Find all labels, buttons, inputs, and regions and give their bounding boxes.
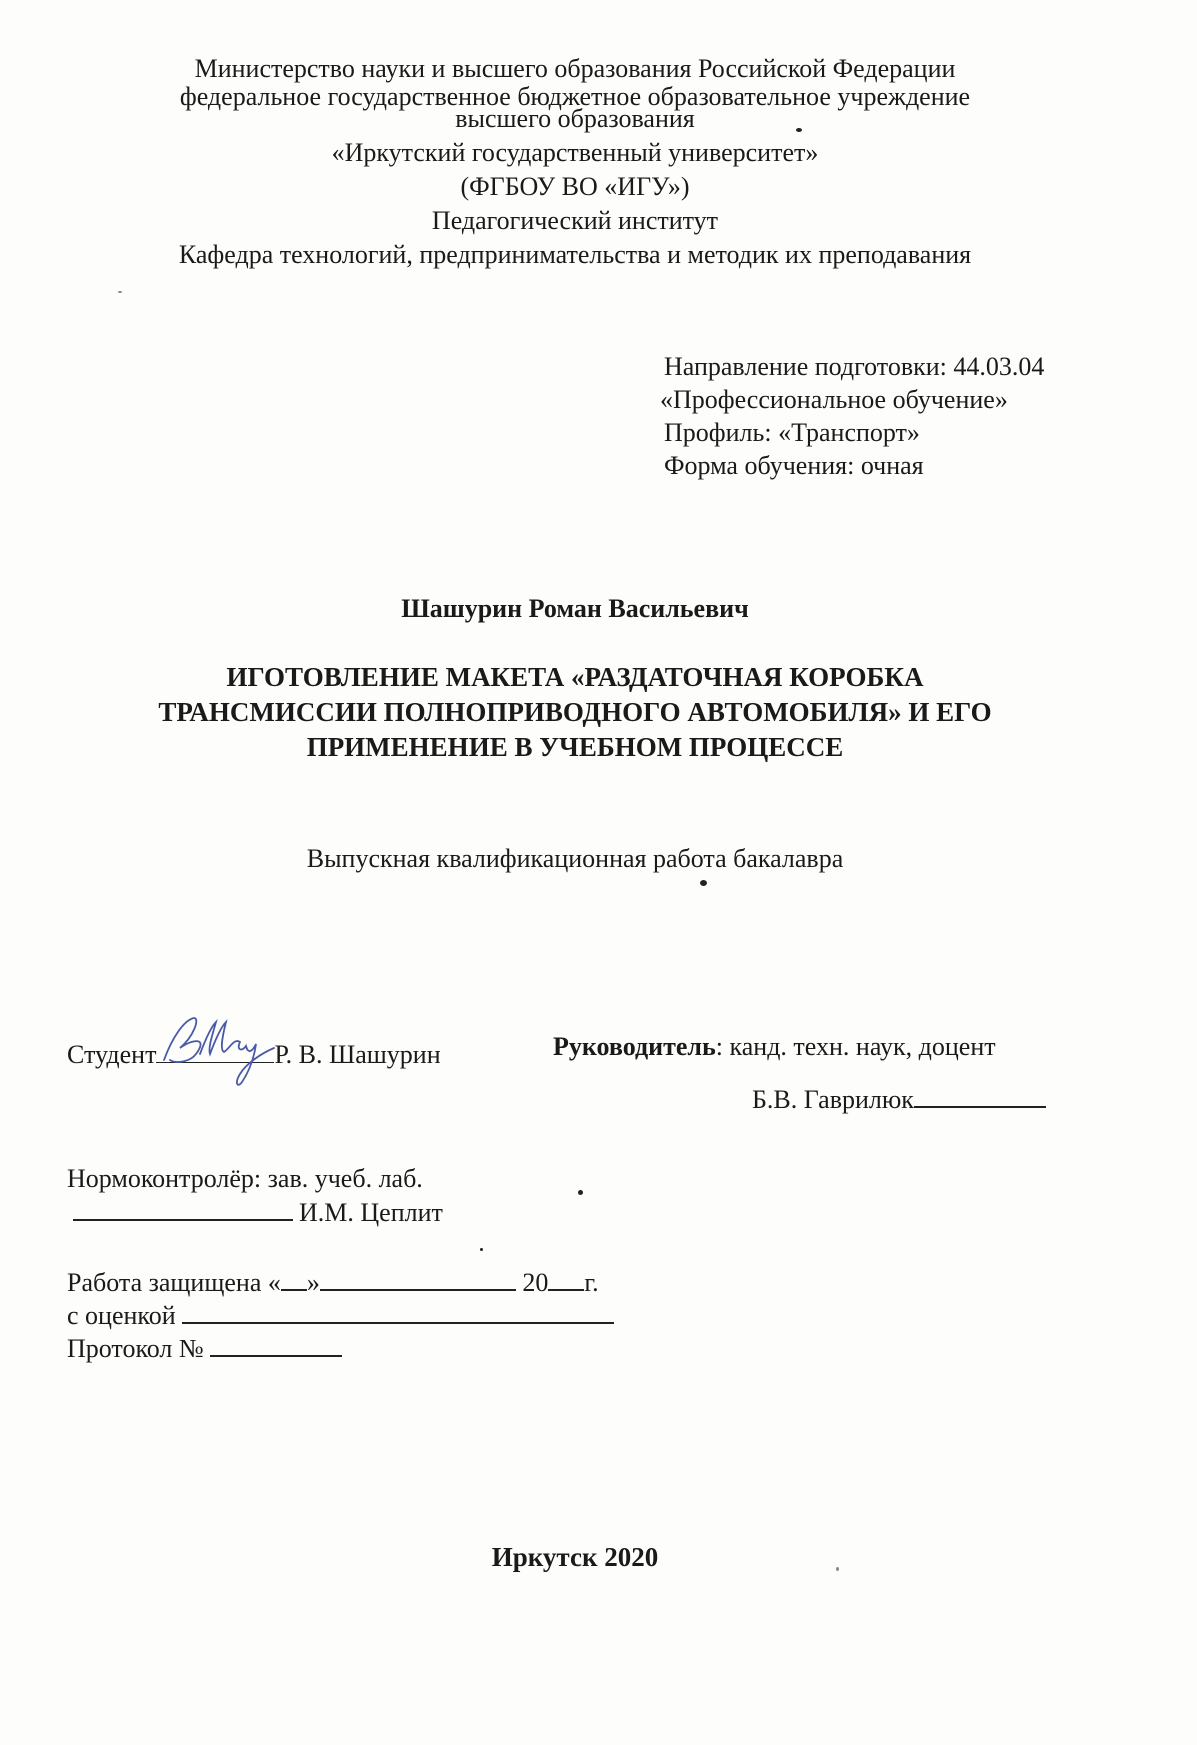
normocontrol-signature-line bbox=[67, 1196, 443, 1230]
defense-month-blank bbox=[320, 1267, 516, 1291]
scan-speck bbox=[836, 1567, 839, 1571]
student-name: Р. В. Шашурин bbox=[274, 1040, 441, 1069]
thesis-title bbox=[0, 660, 1150, 765]
supervisor-position: : канд. техн. наук, доцент bbox=[715, 1032, 996, 1061]
student-signature-line bbox=[67, 1032, 441, 1070]
direction-name: «Профессиональное обучение» bbox=[660, 385, 1008, 414]
defense-grade-label: с оценкой bbox=[67, 1301, 176, 1330]
defense-grade-blank bbox=[182, 1300, 614, 1324]
university-abbrev: (ФГБОУ ВО «ИГУ») bbox=[460, 172, 690, 201]
normocontrol-label: Нормоконтролёр: зав. учеб. лаб. bbox=[67, 1164, 423, 1193]
supervisor-line bbox=[553, 1032, 996, 1062]
defense-date-mid: » bbox=[306, 1268, 320, 1297]
scan-speck bbox=[578, 1190, 583, 1195]
institution-type-line: федеральное государственное бюджетное образовательное учреждение bbox=[179, 82, 971, 111]
normocontrol-signature-blank bbox=[73, 1197, 293, 1221]
thesis-title-line: ПРИМЕНЕНИЕ В УЧЕБНОМ ПРОЦЕССЕ bbox=[306, 732, 844, 762]
supervisor-label: Руководитель bbox=[553, 1032, 716, 1061]
education-level-line: высшего образования bbox=[455, 104, 695, 133]
supervisor-signature-line bbox=[752, 1084, 1046, 1115]
institute-name: Педагогический институт bbox=[431, 206, 719, 235]
scan-speck bbox=[480, 1248, 483, 1251]
thesis-title-line: ТРАНСМИССИИ ПОЛНОПРИВОДНОГО АВТОМОБИЛЯ» И ЕГО bbox=[158, 697, 992, 727]
defense-block bbox=[67, 1266, 614, 1365]
defense-year-blank bbox=[548, 1267, 584, 1291]
defense-date-line bbox=[67, 1266, 614, 1299]
normocontrol-block bbox=[67, 1162, 443, 1230]
normocontrol-name: И.М. Цеплит bbox=[299, 1198, 443, 1227]
header-block bbox=[0, 52, 1150, 272]
study-direction-block bbox=[660, 350, 1045, 482]
ministry-line: Министерство науки и высшего образования Российской Федерации bbox=[194, 54, 956, 83]
defense-protocol-label: Протокол № bbox=[67, 1334, 204, 1363]
city-year: Иркутск 2020 bbox=[491, 1542, 659, 1572]
scan-speck bbox=[796, 128, 802, 132]
supervisor-signature-blank bbox=[914, 1084, 1046, 1108]
defense-date-prefix: Работа защищена « bbox=[67, 1268, 281, 1297]
department-name: Кафедра технологий, предпринимательства и методик их преподавания bbox=[178, 240, 972, 269]
thesis-title-line: ИГОТОВЛЕНИЕ МАКЕТА «РАЗДАТОЧНАЯ КОРОБКА bbox=[226, 662, 924, 692]
study-form: Форма обучения: очная bbox=[664, 451, 924, 480]
scan-speck bbox=[118, 291, 122, 293]
work-type: Выпускная квалификационная работа бакалавра bbox=[306, 844, 844, 873]
defense-day-blank bbox=[281, 1267, 307, 1291]
student-label: Студент bbox=[67, 1040, 157, 1069]
defense-year-prefix: 20 bbox=[522, 1268, 549, 1297]
handwritten-signature-icon bbox=[150, 1008, 280, 1088]
student-signature bbox=[156, 1032, 274, 1063]
supervisor-name: Б.В. Гаврилюк bbox=[752, 1085, 914, 1114]
direction-code: Направление подготовки: 44.03.04 bbox=[664, 352, 1045, 381]
scan-speck bbox=[700, 880, 707, 886]
defense-year-suffix: г. bbox=[584, 1268, 599, 1297]
defense-protocol-blank bbox=[210, 1333, 342, 1357]
profile: Профиль: «Транспорт» bbox=[664, 418, 920, 447]
defense-grade-line bbox=[67, 1299, 614, 1332]
author-name: Шашурин Роман Васильевич bbox=[401, 594, 749, 623]
defense-protocol-line bbox=[67, 1332, 614, 1365]
university-name: «Иркутский государственный университет» bbox=[331, 138, 819, 167]
